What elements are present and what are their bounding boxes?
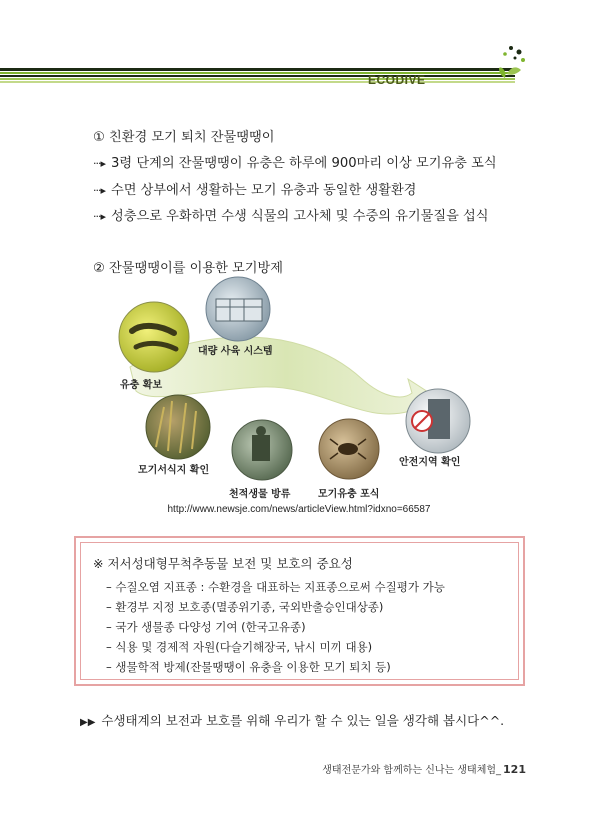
release-photo-icon bbox=[232, 420, 292, 480]
info-box-item: – 생물학적 방제(잔물땡땡이 유충을 이용한 모기 퇴치 등) bbox=[106, 660, 391, 674]
habitat-photo-icon bbox=[146, 395, 210, 459]
larva-photo-icon bbox=[119, 302, 189, 372]
mosquito-control-diagram bbox=[112, 275, 484, 503]
header-stripe-bar bbox=[0, 68, 515, 84]
double-triangle-icon: ▶▶ bbox=[80, 717, 96, 728]
info-box-item: – 국가 생물종 다양성 기여 (한국고유종) bbox=[106, 620, 306, 634]
rearing-system-photo-icon bbox=[206, 277, 270, 341]
info-box-item: – 환경부 지정 보호종(멸종위기종, 국외반출승인대상종) bbox=[106, 600, 384, 614]
page-number: 121 bbox=[503, 763, 526, 776]
predation-photo-icon bbox=[319, 419, 379, 479]
closing-text: 수생태계의 보전과 보호를 위해 우리가 할 수 있는 일을 생각해 봅시다^^. bbox=[101, 713, 505, 728]
diagram-label-predation: 모기유충 포식 bbox=[318, 489, 380, 500]
ecodive-logo: ECODIVE bbox=[368, 73, 426, 87]
dotted-arrow-icon: ···▸ bbox=[93, 210, 106, 223]
leaf-dots-icon bbox=[497, 44, 527, 80]
section2-title: ② 잔물땡땡이를 이용한 모기방제 bbox=[93, 261, 284, 276]
section1-item: ···▸ 성충으로 우화하면 수생 식물의 고사체 및 수중의 유기물질을 섭식 bbox=[93, 209, 489, 224]
info-box-item: – 식용 및 경제적 자원(다슬기해장국, 낚시 미끼 대용) bbox=[106, 640, 373, 654]
closing-line bbox=[80, 711, 504, 729]
info-box-title: ※ 저서성대형무척추동물 보전 및 보호의 중요성 bbox=[93, 556, 353, 571]
section1-item: ···▸ 수면 상부에서 생활하는 모기 유충과 동일한 생활환경 bbox=[93, 183, 417, 198]
diagram-label-safe: 안전지역 확인 bbox=[399, 457, 461, 468]
diagram-label-habitat: 모기서식지 확인 bbox=[138, 465, 210, 476]
dotted-arrow-icon: ···▸ bbox=[93, 184, 106, 197]
safe-area-photo-icon bbox=[406, 389, 470, 453]
diagram-label-release: 천적생물 방류 bbox=[229, 489, 291, 500]
info-box-item: – 수질오염 지표종 : 수환경을 대표하는 지표종으로써 수질평가 가능 bbox=[106, 580, 445, 594]
dotted-arrow-icon: ···▸ bbox=[93, 157, 106, 170]
diagram-label-rearing: 대량 사육 시스템 bbox=[198, 346, 273, 357]
footer-text: 생태전문가와 함께하는 신나는 생태체험_ bbox=[322, 765, 502, 776]
section1-item: ···▸ 3령 단계의 잔물땡땡이 유충은 하루에 900마리 이상 모기유충 포식 bbox=[93, 156, 497, 171]
section1-title: ① 친환경 모기 퇴치 잔물땡땡이 bbox=[93, 130, 275, 145]
page-footer bbox=[322, 761, 526, 776]
source-url: http://www.newsje.com/news/articleView.html?idxno=66587 bbox=[167, 504, 431, 515]
diagram-label-larva: 유충 확보 bbox=[120, 380, 163, 391]
